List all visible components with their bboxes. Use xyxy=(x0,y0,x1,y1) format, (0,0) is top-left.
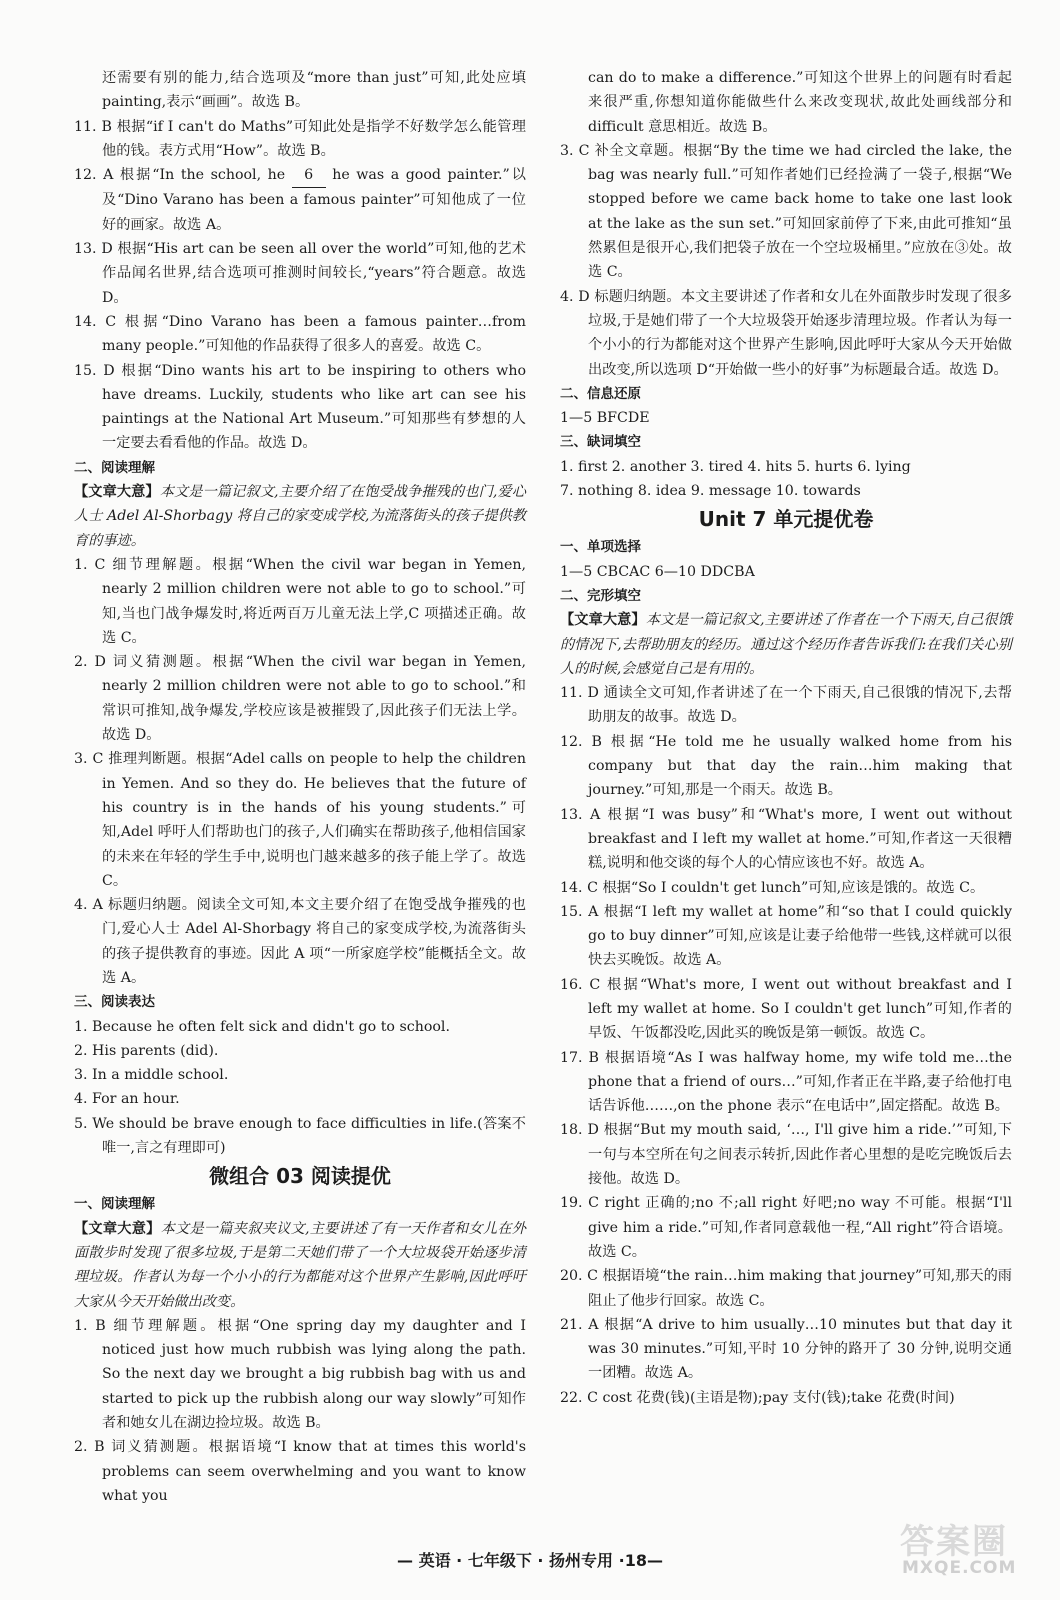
right-column xyxy=(560,66,1012,1410)
answer-continuation: can do to make a difference.”可知这个世界上的问题有时看起来很严重,你想知道你能做些什么来改变现状,故此处画线部分和difficult 意思相近。故选 B。 xyxy=(588,70,1012,135)
answer-item: 3. C 补全文章题。根据“By the time we had circled the lake, the bag was nearly full.”可知作者她们已经捡满了一袋子,根据“We stopped before we came back home to take one last look at the lake as the sun set.”可知回家前停了下来,由此可推知“虽然累但是很开心,我们把袋子放在一个空垃圾桶里。”应放在③处。故选 C。 xyxy=(560,142,1012,281)
section-heading: 二、完形填空 xyxy=(560,587,641,604)
left-column xyxy=(74,66,526,1508)
answer-item: 17. B 根据语境“As I was halfway home, my wife told me…the phone that a friend of ours…”可知,作者正在半路,妻子给他打电话告诉他……,on the phone 表示“在电话中”,固定搭配。故选 B。 xyxy=(560,1049,1012,1115)
answer-text: 12. A 根据“In the school, he xyxy=(74,167,292,184)
answer-item: 20. C 根据语境“the rain…him making that journey”可知,那天的雨阻止了他步行回家。故选 C。 xyxy=(560,1268,1012,1309)
answer-item: 14. C 根据“Dino Varano has been a famous painter…from many people.”可知他的作品获得了很多人的喜爱。故选 C。 xyxy=(74,313,526,355)
section-heading: 一、单项选择 xyxy=(560,539,641,556)
summary-text: 本文是一篇记叙文,主要讲述了作者在一个下雨天,自己很饿的情况下,去帮助朋友的经历。通过这个经历作者告诉我们:在我们关心别人的时候,会感觉自己是有用的。 xyxy=(560,612,1012,677)
answer-item: 1. B 细节理解题。根据“One spring day my daughter and I noticed just how much rubbish was lying along the path. So the next day we brought a big rubbish bag with us and started to pick up the rubbish along our way slowly”可知作者和她女儿在湖边捡垃圾。故选 B。 xyxy=(74,1317,526,1432)
section-heading: 二、信息还原 xyxy=(560,385,641,402)
answer-item: 16. C 根据“What's more, I went out without breakfast and I left my wallet at home. So I couldn't get lunch”可知,作者的早饭、午饭都没吃,因此买的晚饭是第一顿饭。故选 C。 xyxy=(560,976,1012,1042)
answer-line: 1—5 CBCAC 6—10 DDCBA xyxy=(560,563,755,580)
summary-text: 本文是一篇夹叙夹议文,主要讲述了有一天作者和女儿在外面散步时发现了很多垃圾,于是第二天她们带了一个大垃圾袋开始逐步清理垃圾。作者认为每一个小小的行为都能对这个世界产生影响,因此呼吁大家从今天开始做出改变。 xyxy=(74,1220,526,1310)
blank-number: 6 xyxy=(292,163,326,188)
answer-item: 4. A 标题归纳题。阅读全文可知,本文主要介绍了在饱受战争摧残的也门,爱心人士 Adel Al-Shorbagy 将自己的家变成学校,为流落街头的孩子提供教育的事迹。因此 A 项“一所家庭学校”能概括全文。故选 A。 xyxy=(74,897,526,986)
answer-item: 15. D 根据“Dino wants his art to be inspiring to others who have dreams. Luckily, students who like art can see his paintings at the National Art Museum.”可知那些有梦想的人一定要去看看他的作品。故选 D。 xyxy=(74,362,526,452)
answer-item: 11. D 通读全文可知,作者讲述了在一个下雨天,自己很饿的情况下,去帮助朋友的故事。故选 D。 xyxy=(560,685,1012,726)
unit-title: Unit 7 单元提优卷 xyxy=(698,507,874,532)
summary-label: 【文章大意】 xyxy=(74,1220,161,1237)
answer-line: 3. In a middle school. xyxy=(74,1067,229,1084)
watermark-logo-text: 答案圈 xyxy=(900,1522,1008,1562)
answer-item: 2. D 词义猜测题。根据“When the civil war began in Yemen, nearly 2 million children were not able to go to school.”和常识可推知,战争爆发,学校应该是被摧毁了,因此孩子们无法上学。故选 D。 xyxy=(74,654,526,744)
answer-item: 3. C 推理判断题。根据“Adel calls on people to help the children in Yemen. And so they do. He believes that the future of his country is in the hands of his young students.”可知,Adel 呼吁人们帮助也门的孩子,人们确实在帮助孩子,他相信国家的未来在年轻的学生手中,说明也门越来越多的孩子能上学了。故选 C。 xyxy=(74,751,526,889)
answer-item: 21. A 根据“A drive to him usually…10 minutes but that day it was 30 minutes.”可知,平时 10 分钟的路开了 30 分钟,说明交通一团糟。故选 A。 xyxy=(560,1316,1012,1382)
summary-label: 【文章大意】 xyxy=(74,484,160,501)
answer-item: 15. A 根据“I left my wallet at home”和“so that I could quickly go to buy dinner”可知,应该是让妻子给他带一些钱,这样就可以很快去买晚饭。故选 A。 xyxy=(560,903,1012,969)
section-heading: 三、阅读表达 xyxy=(74,994,155,1011)
watermark-url: MXQE.COM xyxy=(902,1558,1017,1578)
article-summary xyxy=(74,1217,526,1314)
summary-label: 【文章大意】 xyxy=(560,612,646,629)
article-summary xyxy=(560,608,1012,681)
page-footer: — 英语 · 七年级下 · 扬州专用 ·18— xyxy=(397,1551,663,1570)
answer-line: 1. Because he often felt sick and didn't go to school. xyxy=(74,1018,450,1035)
answer-item: 13. D 根据“His art can be seen all over the world”可知,他的艺术作品闻名世界,结合选项可推测时间较长,“years”符合题意。故选 D。 xyxy=(74,241,526,306)
answer-item: 11. B 根据“if I can't do Maths”可知此处是指学不好数学怎么能管理他的钱。表方式用“How”。故选 B。 xyxy=(74,118,526,159)
summary-text: 本文是一篇记叙文,主要介绍了在饱受战争摧残的也门,爱心人士 Adel Al-Shorbagy 将自己的家变成学校,为流落街头的孩子提供教育的事迹。 xyxy=(74,484,526,549)
answer-item: 4. D 标题归纳题。本文主要讲述了作者和女儿在外面散步时发现了很多垃圾,于是她们带了一个大垃圾袋开始逐步清理垃圾。作者认为每一个小小的行为都能对这个世界产生影响,因此呼吁大家从今天开始做出改变,所以选项 D“开始做一些小的好事”为标题最合适。故选 D。 xyxy=(560,288,1012,378)
section-heading: 一、阅读理解 xyxy=(74,1196,155,1213)
unit-title: 微组合 03 阅读提优 xyxy=(209,1164,391,1189)
article-summary xyxy=(74,480,526,553)
answer-item xyxy=(74,163,526,237)
answer-item: 19. C right 正确的;no 不;all right 好吧;no way 不可能。根据“I'll give him a ride.”可知,作者同意载他一程,“All right”符合语境。故选 C。 xyxy=(560,1195,1012,1260)
answer-text: he was a good painter.”以及“Dino Varano has been a famous painter”可知他成了一位好的画家。故选 A。 xyxy=(102,167,526,233)
answer-item: 14. C 根据“So I couldn't get lunch”可知,应该是饿的。故选 C。 xyxy=(560,879,985,896)
answer-item: 2. B 词义猜测题。根据语境“I know that at times this world's problems can seem overwhelming and you want to know what you xyxy=(74,1439,526,1504)
answer-item: 5. We should be brave enough to face difficulties in life.(答案不唯一,言之有理即可) xyxy=(74,1115,526,1157)
answer-line: 1. first 2. another 3. tired 4. hits 5. hurts 6. lying xyxy=(560,458,911,475)
watermark-logo xyxy=(900,1510,1050,1590)
answer-line: 4. For an hour. xyxy=(74,1091,180,1108)
section-heading: 三、缺词填空 xyxy=(560,434,641,451)
answer-line: 2. His parents (did). xyxy=(74,1042,219,1059)
answer-line: 1—5 BFCDE xyxy=(560,410,650,427)
answer-item: 12. B 根据“He told me he usually walked home from his company but that day the rain…him making that journey.”可知,那是一个雨天。故选 B。 xyxy=(560,733,1012,799)
answer-item: 22. C cost 花费(钱)(主语是物);pay 支付(钱);take 花费(时间) xyxy=(560,1389,955,1406)
answer-item: 13. A 根据“I was busy”和“What's more, I went out without breakfast and I left my wallet at home.”可知,作者这一天很糟糕,说明和他交谈的每个人的心情应该也不好。故选 A。 xyxy=(560,806,1012,872)
answer-item: 1. C 细节理解题。根据“When the civil war began in Yemen, nearly 2 million children were not able to go to school.”可知,当也门战争爆发时,将近两百万儿童无法上学,C 项描述正确。故选 C。 xyxy=(74,556,526,646)
answer-item: 18. D 根据“But my mouth said, ‘…, I'll give him a ride.’”可知,下一句与本空所在句之间表示转折,因此作者心里想的是吃完晚饭后去接他。故选 D。 xyxy=(560,1122,1012,1188)
answer-continuation: 还需要有别的能力,结合选项及“more than just”可知,此处应填painting,表示“画画”。故选 B。 xyxy=(102,70,526,111)
answer-line: 7. nothing 8. idea 9. message 10. towards xyxy=(560,483,861,500)
section-heading: 二、阅读理解 xyxy=(74,459,155,476)
